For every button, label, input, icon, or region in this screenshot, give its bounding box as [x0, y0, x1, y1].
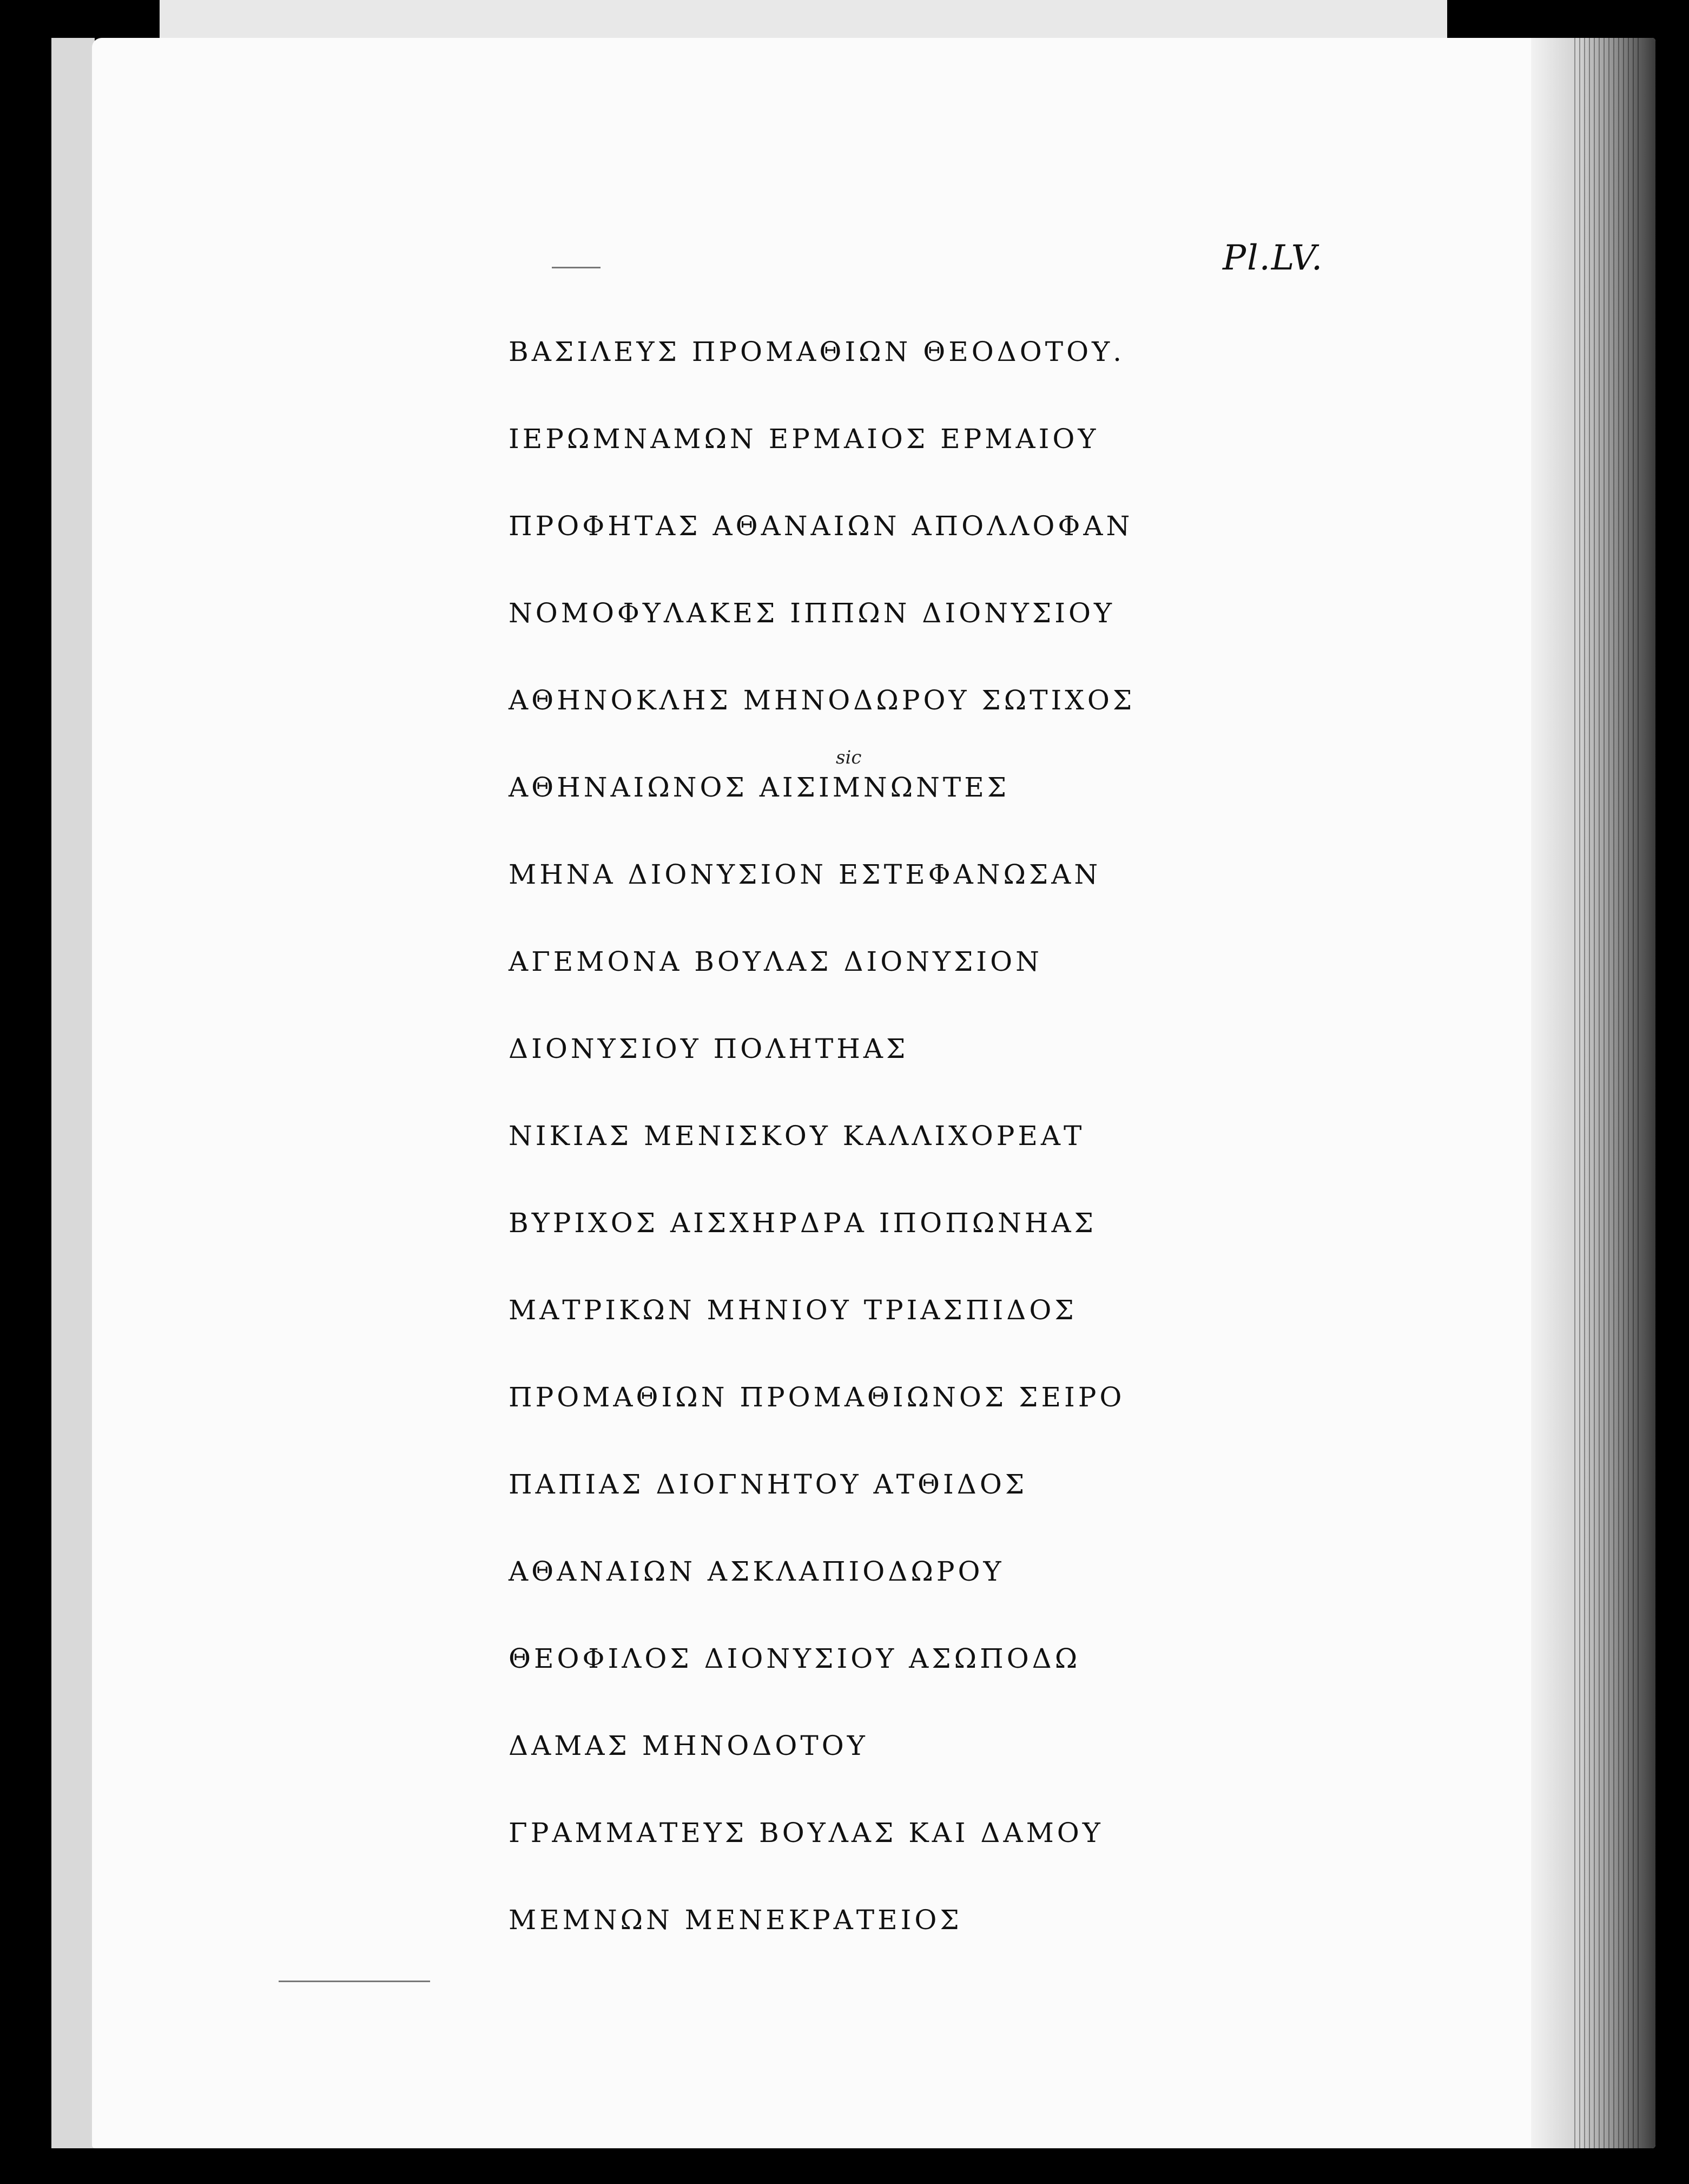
inscription-line: ΠΡΟΜΑΘΙΩΝ ΠΡΟΜΑΘΙΩΝΟΣ ΣΕΙΡΟ	[509, 1382, 1125, 1413]
inscription-line: ΒΥΡΙΧΟΣ ΑΙΣΧΗΡΔΡΑ ΙΠΟΠΩΝΗΑΣ	[509, 1207, 1097, 1239]
inscription-line: ΔΑΜΑΣ ΜΗΝΟΔΟΤΟΥ	[509, 1730, 868, 1761]
inscription-line: ΝΙΚΙΑΣ ΜΕΝΙΣΚΟΥ ΚΑΛΛΙΧΟΡΕΑΤ	[509, 1120, 1085, 1152]
pencil-mark	[279, 1981, 430, 1982]
inscription-line: ΜΗΝΑ ΔΙΟΝΥΣΙΟΝ ΕΣΤΕΦΑΝΩΣΑΝ	[509, 859, 1101, 890]
inscription-line: ΠΑΠΙΑΣ ΔΙΟΓΝΗΤΟΥ ΑΤΘΙΔΟΣ	[509, 1469, 1028, 1500]
page-edge-top	[160, 0, 1447, 38]
inscription-transcription	[509, 325, 1212, 1980]
pencil-mark	[552, 267, 601, 268]
inscription-line: ΔΙΟΝΥΣΙΟΥ ΠΟΛΗΤΗΑΣ	[509, 1033, 909, 1064]
inscription-line: ΙΕΡΩΜΝΑΜΩΝ ΕΡΜΑΙΟΣ ΕΡΜΑΙΟΥ	[509, 423, 1099, 455]
plate-number: Pl.LV.	[1223, 238, 1324, 278]
inscription-line: ΝΟΜΟΦΥΛΑΚΕΣ ΙΠΠΩΝ ΔΙΟΝΥΣΙΟΥ	[509, 597, 1116, 629]
inscription-line: ΑΓΕΜΟΝΑ ΒΟΥΛΑΣ ΔΙΟΝΥΣΙΟΝ	[509, 946, 1043, 977]
inscription-line: ΒΑΣΙΛΕΥΣ ΠΡΟΜΑΘΙΩΝ ΘΕΟΔΟΤΟΥ.	[509, 336, 1125, 367]
inscription-line: ΜΕΜΝΩΝ ΜΕΝΕΚΡΑΤΕΙΟΣ	[509, 1904, 962, 1936]
sic-annotation: sic	[836, 747, 862, 768]
page-gutter-edges	[1574, 38, 1639, 2148]
inscription-line: ΠΡΟΦΗΤΑΣ ΑΘΑΝΑΙΩΝ ΑΠΟΛΛΟΦΑΝ	[509, 510, 1133, 542]
inscription-line: ΘΕΟΦΙΛΟΣ ΔΙΟΝΥΣΙΟΥ ΑΣΩΠΟΔΩ	[509, 1643, 1081, 1674]
inscription-line: ΑΘΗΝΑΙΩΝΟΣ ΑΙΣΙΜΝΩΝΤΕΣ	[509, 772, 1010, 803]
inscription-line: ΑΘΑΝΑΙΩΝ ΑΣΚΛΑΠΙΟΔΩΡΟΥ	[509, 1556, 1005, 1587]
inscription-line: ΑΘΗΝΟΚΛΗΣ ΜΗΝΟΔΩΡΟΥ ΣΩΤΙΧΟΣ	[509, 685, 1136, 716]
inscription-line: ΜΑΤΡΙΚΩΝ ΜΗΝΙΟΥ ΤΡΙΑΣΠΙΔΟΣ	[509, 1294, 1077, 1326]
page-edge-left	[51, 38, 95, 2148]
inscription-line: ΓΡΑΜΜΑΤΕΥΣ ΒΟΥΛΑΣ ΚΑΙ ΔΑΜΟΥ	[509, 1817, 1104, 1848]
